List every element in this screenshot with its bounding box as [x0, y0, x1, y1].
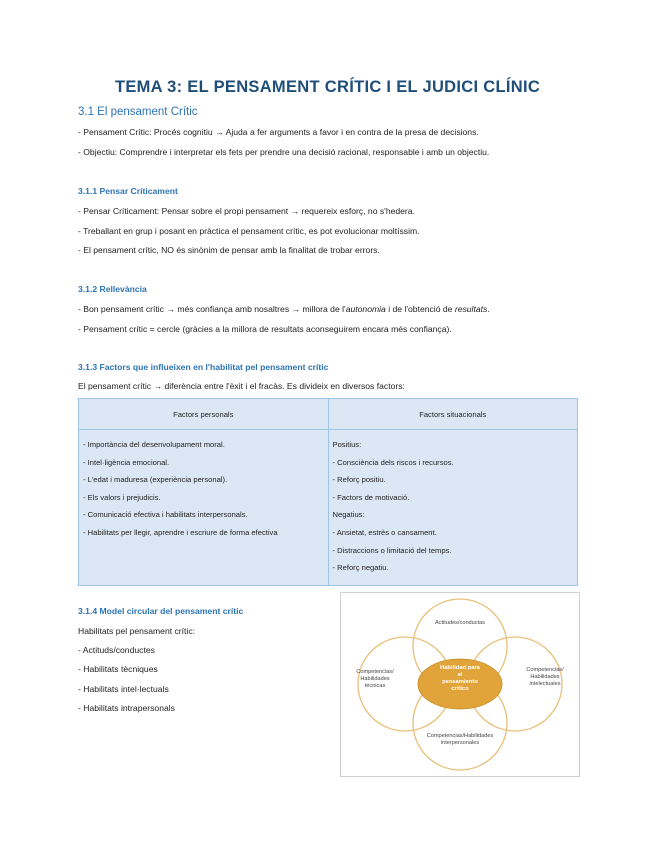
list-item: - Comunicació efectiva i habilitats interpersonals. [83, 510, 248, 520]
label-line: interpersonales [440, 740, 480, 746]
section-heading-3-1-3: 3.1.3 Factors que influeixen en l'habilitat pel pensament crític [78, 362, 329, 372]
paragraph-line: - El pensament crític, NO és sinònim de pensar amb la finalitat de trobar errors. [78, 245, 380, 255]
list-item: - Habilitats per llegir, aprendre i escriure de forma efectiva [83, 527, 278, 537]
label-line: Competencias/ [356, 669, 394, 675]
factors-table [78, 398, 578, 586]
table-header-situational: Factors situacionals [328, 399, 578, 430]
italic-text: resultats [454, 304, 488, 314]
list-item: - L'edat i maduresa (experiència personal). [83, 475, 228, 485]
list-item: - Intel·ligència emocional. [83, 457, 170, 467]
text-run: i de l'obtenció de [385, 304, 455, 314]
circular-model-diagram [340, 592, 580, 777]
label-line: técnicas [364, 683, 386, 689]
list-item: - Habilitats tècniques [78, 664, 158, 674]
list-item: - Ansietat, estrès o cansament. [332, 527, 437, 537]
label-line: Competencias/ [526, 667, 564, 673]
section-heading-3-1-2: 3.1.2 Rellevància [78, 284, 147, 294]
section-heading-3-1: 3.1 El pensament Crític [78, 106, 198, 118]
page-title: TEMA 3: EL PENSAMENT CRÍTIC I EL JUDICI CLÍNIC [114, 78, 541, 96]
paragraph-line: - Pensament crític = cercle (gràcies a la millora de resultats aconseguirem encara més confiança). [78, 324, 452, 334]
italic-text: autonomia [345, 304, 386, 314]
paragraph-line: El pensament crític → diferència entre l'èxit i el fracàs. Es divideix en diversos factors: [78, 381, 405, 391]
list-item: - Reforç negatiu. [332, 563, 389, 573]
list-item: - Habilitats intrapersonals [78, 703, 175, 713]
list-subheading: Positius: [332, 440, 362, 449]
diagram-left-label [343, 669, 407, 690]
list-item: - Actituds/conductes [78, 645, 155, 655]
list-item: - Distraccions o limitació del temps. [332, 545, 452, 555]
label-line: intelectuales [529, 681, 561, 687]
list-item: - Importància del desenvolupament moral. [83, 440, 225, 449]
situational-factors-cell [328, 430, 578, 586]
diagram-top-label: Actitudes/conductas [434, 620, 486, 626]
personal-factors-cell [79, 430, 329, 586]
section-heading-3-1-1: 3.1.1 Pensar Críticament [78, 186, 178, 196]
diagram-right-label [513, 667, 577, 688]
paragraph-line: Habilitats pel pensament crític: [78, 626, 196, 636]
diagram-center-label [420, 665, 500, 693]
section-heading-3-1-4: 3.1.4 Model circular del pensament crític [78, 606, 244, 616]
list-item: - Reforç positiu. [332, 475, 386, 485]
label-line: Competencias/Habilidades [426, 733, 494, 739]
center-text-line: Habilidad para [440, 665, 480, 671]
text-run: - Bon pensament crític → més confiança amb nosaltres → millora de l' [78, 304, 346, 314]
diagram-bottom-label [407, 733, 513, 747]
paragraph-line: - Pensar Críticament: Pensar sobre el propi pensament → requereix esforç, no s'hedera. [78, 206, 415, 216]
list-item: - Consciència dels riscos i recursos. [332, 457, 454, 467]
label-line: Habilidades [360, 676, 390, 682]
center-text-line: pensamiento [442, 679, 478, 685]
center-text-line: crítico [451, 686, 469, 692]
list-item: - Factors de motivació. [332, 492, 410, 502]
table-header-personal: Factors personals [79, 399, 329, 430]
paragraph-line: - Treballant en grup i posant en pràctica el pensament crític, es pot evolucionar moltíssim. [78, 226, 420, 236]
list-subheading: Negatius: [332, 510, 365, 520]
paragraph-line: - Objectiu: Comprendre i interpretar els fets per prendre una decisió racional, responsable i amb un objectiu. [78, 147, 490, 157]
center-text-line: el [457, 672, 463, 678]
paragraph-line: - Pensament Crític: Procés cognitiu → Ajuda a fer arguments a favor i en contra de la presa de decisions. [78, 127, 479, 137]
text-run: . [487, 304, 490, 314]
list-item: - Els valors i prejudicis. [83, 492, 161, 502]
label-line: Habilidades [530, 674, 560, 680]
list-item: - Habilitats intel·lectuals [78, 684, 169, 694]
paragraph-line [78, 304, 490, 314]
